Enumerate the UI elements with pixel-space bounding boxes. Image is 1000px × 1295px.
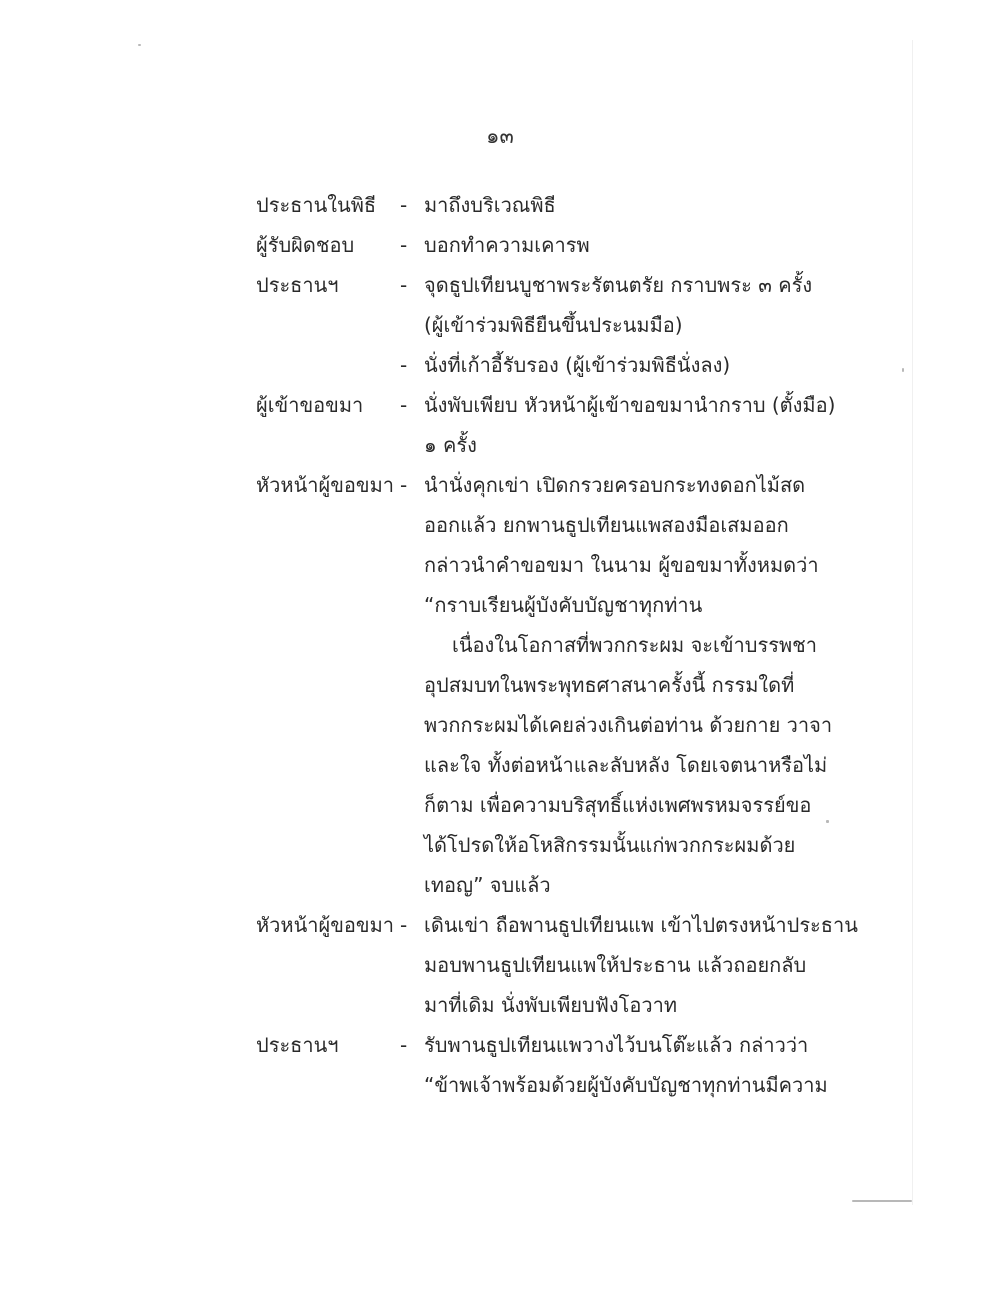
entry-line: ก็ตาม เพื่อความบริสุทธิ์แห่งเพศพรหมจรรย์ขอ [424, 793, 812, 817]
entry-line: จุดธูปเทียนบูชาพระรัตนตรัย กราบพระ ๓ ครั้ง [424, 273, 813, 297]
entry-role: หัวหน้าผู้ขอขมา [256, 913, 394, 937]
entry-text [424, 1025, 828, 1105]
entry-dash: - [400, 193, 408, 217]
script-entry [256, 385, 836, 465]
entry-text [424, 345, 816, 385]
script-entry [256, 265, 816, 345]
script-entry [256, 225, 816, 265]
page-number: ๑๓ [486, 124, 514, 148]
entry-line: รับพานธูปเทียนแพวางไว้บนโต๊ะแล้ว กล่าวว่า [424, 1033, 809, 1057]
scan-speck [852, 1200, 912, 1202]
entry-text [424, 905, 858, 1025]
entry-dash: - [400, 393, 408, 417]
entry-dash: - [400, 273, 408, 297]
entry-line: เนื่องในโอกาสที่พวกกระผม จะเข้าบรรพชา [452, 633, 817, 657]
scan-speck [826, 820, 829, 823]
entry-role: ผู้เข้าขอขมา [256, 393, 364, 417]
entry-role: ประธานในพิธี [256, 193, 377, 217]
entry-line: ๑ ครั้ง [424, 433, 477, 457]
entry-dash: - [400, 913, 408, 937]
script-entry [256, 1025, 828, 1105]
script-entry [256, 185, 816, 225]
entry-line: ออกแล้ว ยกพานธูปเทียนแพสองมือเสมออก [424, 513, 789, 537]
entry-line: นำนั่งคุกเข่า เปิดกรวยครอบกระทงดอกไม้สด [424, 473, 806, 497]
entry-role: ผู้รับผิดชอบ [256, 233, 355, 257]
entry-line: และใจ ทั้งต่อหน้าและลับหลัง โดยเจตนาหรือไม่ [424, 753, 828, 777]
entry-dash: - [400, 473, 408, 497]
entry-dash: - [400, 233, 408, 257]
entry-line: มาที่เดิม นั่งพับเพียบฟังโอวาท [424, 993, 678, 1017]
entry-text [424, 385, 836, 465]
scan-speck [138, 44, 141, 46]
entry-dash: - [400, 353, 408, 377]
entry-line: (ผู้เข้าร่วมพิธียืนขึ้นประนมมือ) [424, 313, 683, 337]
entry-text [424, 185, 816, 225]
entry-line: มอบพานธูปเทียนแพให้ประธาน แล้วถอยกลับ [424, 953, 807, 977]
entry-line: “ข้าพเจ้าพร้อมด้วยผู้บังคับบัญชาทุกท่านมีความ [424, 1073, 828, 1097]
entry-dash: - [400, 1033, 408, 1057]
entry-line: เทอญ” จบแล้ว [424, 873, 551, 897]
entry-line: อุปสมบทในพระพุทธศาสนาครั้งนี้ กรรมใดที่ [424, 673, 795, 697]
entry-line: นั่งพับเพียบ หัวหน้าผู้เข้าขอขมานำกราบ (ตั้งมือ) [424, 393, 836, 417]
entry-text [424, 465, 833, 905]
entry-role: หัวหน้าผู้ขอขมา [256, 473, 394, 497]
entry-line: เดินเข่า ถือพานธูปเทียนแพ เข้าไปตรงหน้าประธาน [424, 913, 858, 937]
script-entry [256, 905, 858, 1025]
scan-speck [902, 368, 904, 372]
ceremony-script [256, 185, 858, 1105]
entry-role: ประธานฯ [256, 273, 339, 297]
entry-line: พวกกระผมได้เคยล่วงเกินต่อท่าน ด้วยกาย วาจา [424, 713, 833, 737]
entry-line: บอกทำความเคารพ [424, 233, 590, 257]
entry-text [424, 225, 816, 265]
entry-role: ประธานฯ [256, 1033, 339, 1057]
entry-text [424, 265, 816, 345]
script-entry [256, 465, 833, 905]
entry-line: นั่งที่เก้าอี้รับรอง (ผู้เข้าร่วมพิธีนั่งลง) [424, 353, 731, 377]
entry-line: “กราบเรียนผู้บังคับบัญชาทุกท่าน [424, 593, 703, 617]
entry-line: มาถึงบริเวณพิธี [424, 193, 556, 217]
entry-line: ได้โปรดให้อโหสิกรรมนั้นแก่พวกกระผมด้วย [424, 833, 796, 857]
script-entry [256, 345, 816, 385]
entry-line: กล่าวนำคำขอขมา ในนาม ผู้ขอขมาทั้งหมดว่า [424, 553, 819, 577]
